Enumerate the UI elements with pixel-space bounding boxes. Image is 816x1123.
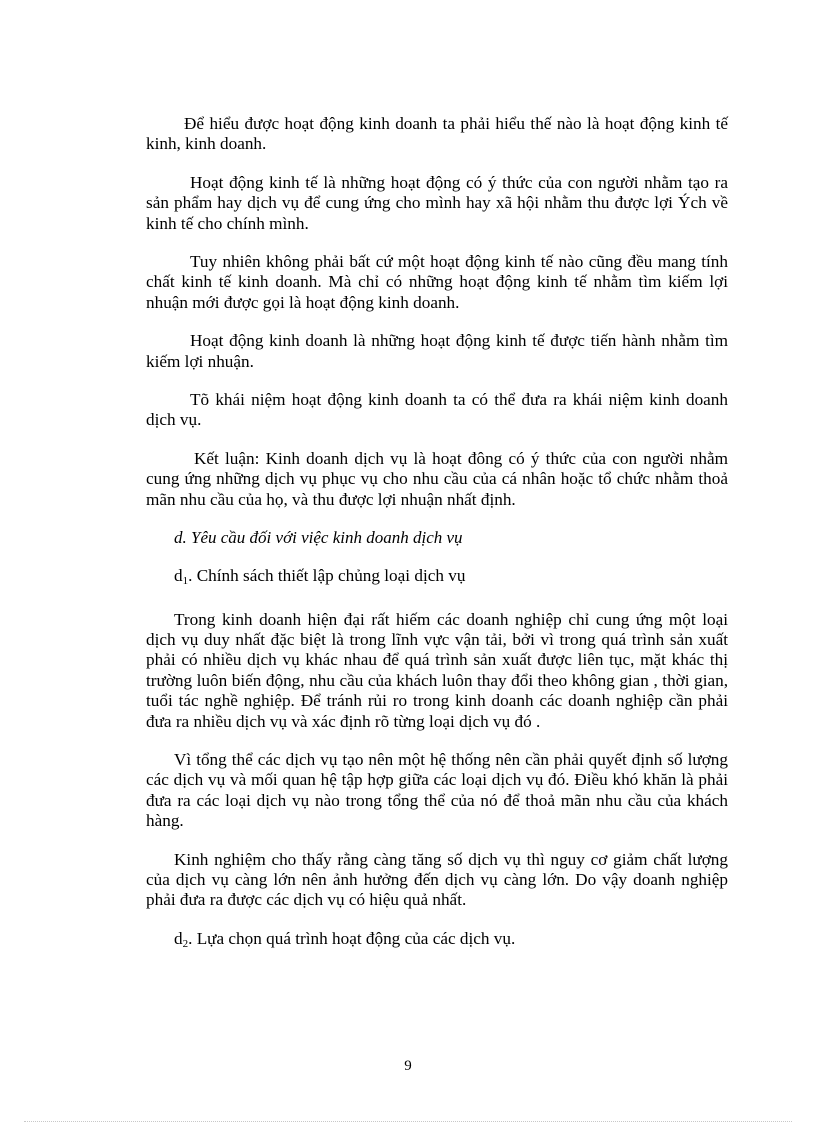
paragraph-3: Tuy nhiên không phải bất cứ một hoạt động kinh tế nào cũng đều mang tính chất kinh tế kinh doanh. Mà chỉ có những hoạt động kinh tế nhằm tìm kiếm lợi nhuận mới được gọi là hoạt động kinh doanh.	[146, 252, 728, 312]
subheading-d2-prefix: d	[174, 928, 183, 948]
subheading-d2-subscript: 2	[182, 937, 189, 950]
subheading-d2	[146, 929, 728, 954]
paragraph-8: Vì tổng thể các dịch vụ tạo nên một hệ thống nên cần phải quyết định số lượng các dịch vụ và mối quan hệ tập hợp giữa các loại dịch vụ đó. Điều khó khăn là phải đưa ra các loại dịch vụ nào trong tổng thể của nó để thoả mãn nhu cầu của khách hàng.	[146, 749, 728, 831]
paragraph-6: Kết luận: Kinh doanh dịch vụ là hoạt đông có ý thức của con người nhằm cung ứng những dịch vụ phục vụ cho nhu cầu của cá nhân hoặc tổ chức nhằm thoả mãn nhu cầu của họ, và thu được lợi nhuận nhất định.	[146, 448, 728, 509]
paragraph-4: Hoạt động kinh doanh là những hoạt động kinh tế được tiến hành nhằm tìm kiếm lợi nhuận.	[146, 331, 728, 371]
paragraph-9: Kinh nghiệm cho thấy rằng càng tăng số dịch vụ thì nguy cơ giảm chất lượng của dịch vụ càng lớn nên ảnh hưởng đến dịch vụ càng lớn. Do vậy doanh nghiệp phải đưa ra được các dịch vụ có hiệu quả nhất.	[146, 849, 728, 910]
page-bottom-divider	[24, 1121, 792, 1122]
subheading-d2-text: . Lựa chọn quá trình hoạt động của các dịch vụ.	[188, 928, 516, 948]
paragraph-5: Tõ khái niệm hoạt động kinh doanh ta có thể đưa ra khái niệm kinh doanh dịch vụ.	[146, 390, 728, 430]
subheading-d1-subscript: 1	[182, 575, 189, 588]
page-content	[146, 114, 728, 972]
paragraph-7: Trong kinh doanh hiện đại rất hiếm các doanh nghiệp chỉ cung ứng một loại dịch vụ duy nhất đặc biệt là trong lĩnh vực vận tải, bởi vì trong quá trình sản xuất phải có nhiều dịch vụ khác nhau để quá trình sản xuất được liên tục, mặt khác thị trường luôn biến động, nhu cầu của khách luôn thay đổi theo không gian , thời gian, tuổi tác nghề nghiệp. Để tránh rủi ro trong kinh doanh các doanh nghiệp cần phải đưa ra nhiều dịch vụ và xác định rõ từng loại dịch vụ đó .	[146, 609, 728, 731]
subheading-d1	[146, 566, 728, 591]
subheading-d1-text: . Chính sách thiết lập chủng loại dịch vụ	[188, 566, 466, 586]
section-heading-d: d. Yêu cầu đối với việc kinh doanh dịch vụ	[174, 528, 463, 548]
page-number: 9	[404, 1058, 412, 1074]
paragraph-1: Để hiểu được hoạt động kinh doanh ta phải hiểu thế nào là hoạt động kinh tế kinh, kinh doanh.	[146, 114, 728, 154]
subheading-d1-prefix: d	[174, 566, 183, 586]
paragraph-2: Hoạt động kinh tế là những hoạt động có ý thức của con người nhằm tạo ra sản phẩm hay dịch vụ để cung ứng cho mình hay xã hội nhằm thu được lợi Ých về kinh tế cho chính mình.	[146, 172, 728, 233]
